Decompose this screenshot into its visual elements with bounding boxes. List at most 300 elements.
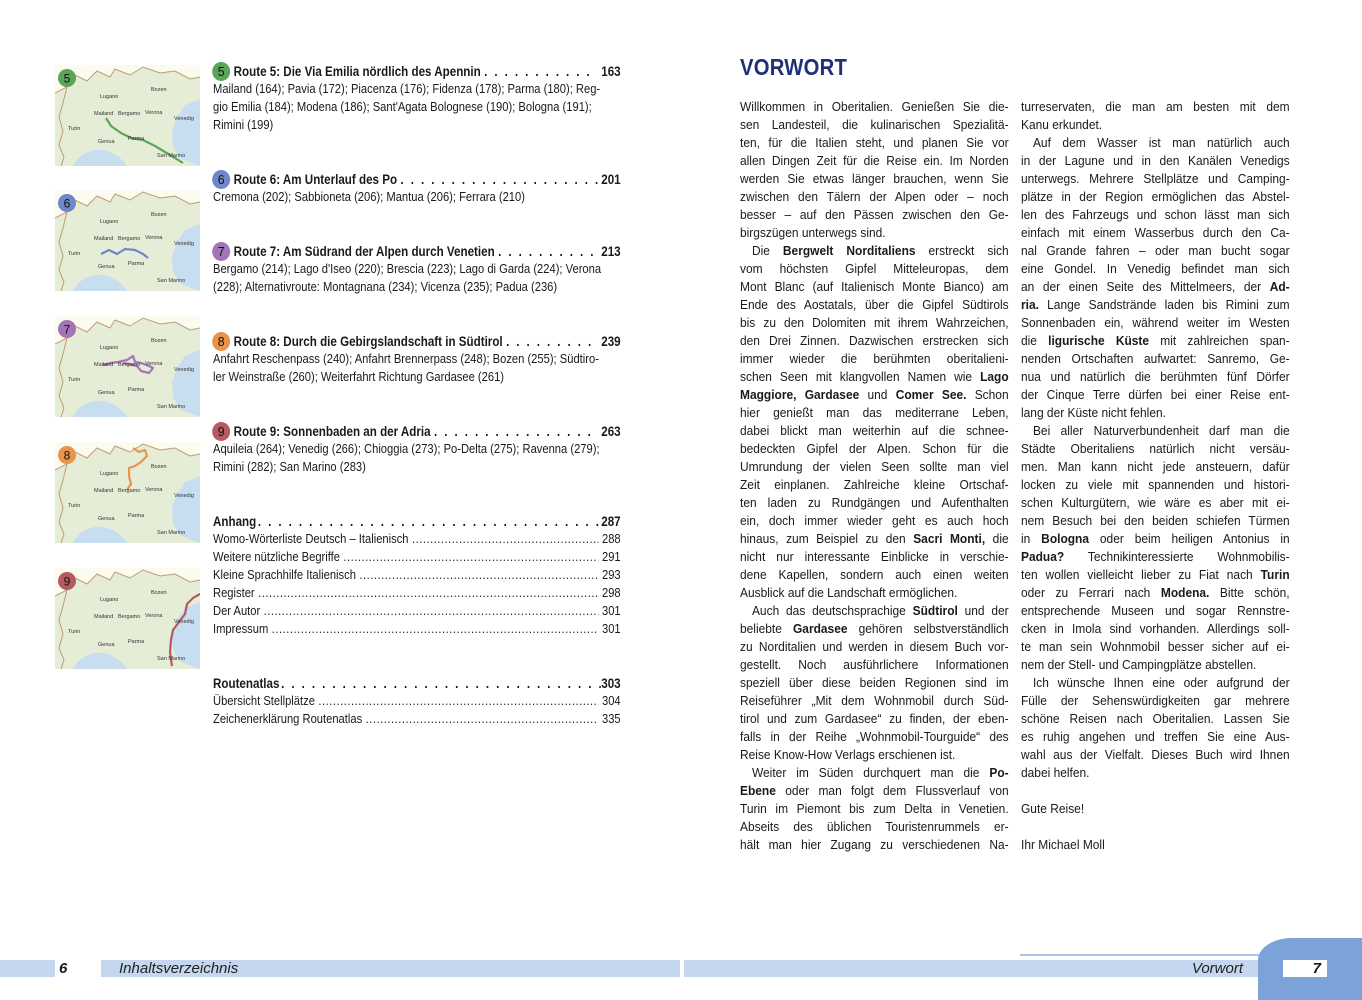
text-line bbox=[1021, 404, 1290, 422]
text-column-2 bbox=[1021, 98, 1290, 854]
toc-entry-title: Route 6: Am Unterlauf des Po bbox=[233, 171, 398, 187]
toc-entry-route-5[interactable] bbox=[213, 62, 621, 134]
text-run: Technikinteressierte Wohnmobilis- bbox=[1064, 549, 1290, 564]
map-label: Lugano bbox=[100, 219, 119, 225]
map-label: Bozen bbox=[151, 212, 167, 218]
toc-subentries: Cremona (202); Sabbioneta (206); Mantua (206); Ferrara (210) bbox=[213, 189, 525, 204]
route-number-badge: 9 bbox=[212, 422, 230, 441]
text-run: der Cinque Terre dürfen bei einer Reise ent- bbox=[1021, 387, 1290, 402]
map-label: Venedig bbox=[174, 241, 194, 247]
map-label: Mailand bbox=[94, 111, 114, 117]
text-run: erstreckt sich bbox=[915, 243, 1009, 258]
text-run: unterwegs. Mehrere Stellplätze und Camping- bbox=[1021, 171, 1290, 186]
dot-leader bbox=[401, 172, 598, 187]
emphasis: Ebene bbox=[740, 783, 776, 798]
text-run: cken in Imola sind vorhanden. Allerdings soll- bbox=[1021, 621, 1290, 636]
text-run: te man sein Wohnmobil besser sicher auf ei- bbox=[1021, 639, 1290, 654]
toc-entry-route-8[interactable] bbox=[213, 332, 621, 386]
map-label: Verona bbox=[145, 110, 163, 116]
route-number-badge: 6 bbox=[212, 170, 230, 189]
emphasis: Po- bbox=[989, 765, 1009, 780]
text-run: Ich wünsche Ihnen eine oder aufgrund der bbox=[1032, 675, 1290, 690]
text-line bbox=[740, 674, 1009, 692]
route-map-5 bbox=[55, 65, 200, 166]
text-run: immer wieder die berühmten oberitalieni- bbox=[740, 351, 1009, 366]
text-run: nenden Ortschaften aufwartet: Sanremo, Ge- bbox=[1021, 351, 1290, 366]
toc-subentries: (228); Alternativroute: Montagnana (234); Vicenza (235); Padua (236) bbox=[213, 279, 558, 294]
text-line bbox=[1021, 422, 1290, 440]
svg-text:8: 8 bbox=[63, 448, 71, 463]
text-line bbox=[1021, 116, 1290, 134]
text-run: dene Kapellen, sondern auch einen weiten bbox=[740, 567, 1009, 582]
toc-subentries: Bergamo (214); Lago d'Iseo (220); Brescia (223); Lago di Garda (224); Verona bbox=[213, 261, 602, 276]
signoff bbox=[1021, 836, 1290, 854]
text-run: den Drei Zinnen. Dazwischen erstrecken sich bbox=[740, 333, 1009, 348]
toc-page-number: 263 bbox=[601, 423, 621, 439]
map-label: Mailand bbox=[94, 614, 114, 620]
text-run: Die bbox=[751, 243, 783, 258]
text-run: gestellt. Noch ausführlichere Informationen bbox=[740, 657, 1009, 672]
paragraph bbox=[1021, 134, 1290, 422]
toc-item[interactable] bbox=[213, 692, 621, 710]
page-title: VORWORT bbox=[740, 54, 848, 80]
toc-page-number: 213 bbox=[601, 243, 621, 259]
text-run: falls in der Reihe „Wohnmobil-Tourguide“ des bbox=[740, 729, 1009, 744]
toc-subentries: Rimini (282); San Marino (283) bbox=[213, 459, 366, 474]
text-run: Schon bbox=[966, 387, 1009, 402]
text-run: ten wollen vielleicht lieber zu Fiat nach bbox=[1021, 567, 1261, 582]
map-label: San Marino bbox=[157, 530, 186, 536]
text-line bbox=[740, 440, 1009, 458]
route-map-8 bbox=[55, 442, 200, 543]
text-run: einfach mit einem Wasserbus durch den Ca- bbox=[1021, 225, 1290, 240]
map-label: Mailand bbox=[94, 488, 114, 494]
text-line bbox=[740, 188, 1009, 206]
toc-page-number: 293 bbox=[601, 567, 621, 582]
toc-item-label: Der Autor bbox=[213, 603, 261, 618]
text-line bbox=[1021, 350, 1290, 368]
text-line bbox=[1021, 620, 1290, 638]
text-line bbox=[740, 836, 1009, 854]
emphasis: Turin bbox=[1260, 567, 1290, 582]
text-line bbox=[1021, 296, 1290, 314]
toc-page-number: 291 bbox=[601, 549, 621, 564]
toc-item-label: Zeichenerklärung Routenatlas bbox=[213, 711, 363, 726]
text-run: allen Dingen Zeit für die Reise ein. Im Norden bbox=[740, 153, 1009, 168]
text-run: Bitte schön, bbox=[1209, 585, 1290, 600]
text-line bbox=[740, 638, 1009, 656]
text-line bbox=[740, 692, 1009, 710]
paragraph bbox=[740, 98, 1009, 242]
text-run: Auf dem Wasser ist man natürlich auch bbox=[1032, 135, 1290, 150]
text-line bbox=[1021, 836, 1290, 854]
text-run: in der Lagune und in den Kanälen Venedigs bbox=[1021, 153, 1290, 168]
text-run: Umrundung der vielen Seen sollte man viel bbox=[740, 459, 1009, 474]
route-map-7 bbox=[55, 316, 200, 417]
map-label: San Marino bbox=[157, 404, 186, 410]
text-run: Kanu erkundet. bbox=[1021, 117, 1103, 132]
text-line bbox=[1021, 692, 1290, 710]
text-line bbox=[740, 512, 1009, 530]
text-line bbox=[1021, 476, 1290, 494]
dot-leader bbox=[258, 514, 601, 529]
text-line bbox=[740, 278, 1009, 296]
text-run: entsprechende Museen und sogar Rennstre- bbox=[1021, 603, 1290, 618]
text-run: ein, doch immer wieder geht es auch hoch bbox=[740, 513, 1009, 528]
map-label: Genua bbox=[98, 390, 115, 396]
text-line bbox=[740, 296, 1009, 314]
text-line bbox=[1021, 332, 1290, 350]
emphasis: Bologna bbox=[1041, 531, 1090, 546]
text-line bbox=[1021, 206, 1290, 224]
map-label: Lugano bbox=[100, 94, 119, 100]
text-line bbox=[740, 404, 1009, 422]
text-run: Weiter im Süden durchquert man die bbox=[751, 765, 990, 780]
dot-leader bbox=[281, 676, 601, 691]
emphasis: Maggiore, Gardasee bbox=[740, 387, 860, 402]
text-run: schen Seen mit klangvollen Namen wie bbox=[740, 369, 981, 384]
text-line bbox=[1021, 224, 1290, 242]
text-line bbox=[1021, 548, 1290, 566]
toc-page-number: 303 bbox=[601, 675, 621, 691]
text-line bbox=[1021, 188, 1290, 206]
text-line bbox=[1021, 512, 1290, 530]
text-line bbox=[1021, 170, 1290, 188]
text-run: Reise Know-How Verlags erschienen ist. bbox=[740, 747, 956, 762]
text-line bbox=[740, 134, 1009, 152]
text-line bbox=[740, 656, 1009, 674]
dot-leader bbox=[343, 548, 598, 566]
map-label: Verona bbox=[145, 487, 163, 493]
text-run: Sonnenbaden ein, während weiter im Westen bbox=[1021, 315, 1290, 330]
toc-item[interactable] bbox=[213, 530, 621, 548]
text-run: die bbox=[1021, 333, 1049, 348]
text-run: bis zu den Dolomiten mit ihrem Wahrzeichen, bbox=[740, 315, 1009, 330]
paragraph bbox=[1021, 422, 1290, 674]
text-line bbox=[740, 584, 1009, 602]
emphasis: Sacri Monti, bbox=[913, 531, 986, 546]
text-run: oder man folgt dem Flussverlauf von bbox=[775, 783, 1009, 798]
paragraph bbox=[740, 764, 1009, 854]
map-label: Venedig bbox=[174, 367, 194, 373]
toc-page-number: 287 bbox=[601, 513, 621, 529]
map-label: Venedig bbox=[174, 493, 194, 499]
text-run: und bbox=[859, 387, 896, 402]
map-label: Mailand bbox=[94, 362, 114, 368]
toc-item[interactable] bbox=[213, 602, 621, 620]
text-line bbox=[1021, 152, 1290, 170]
toc-page-number: 288 bbox=[601, 531, 621, 546]
text-run: sen Landesteil, die kulinarischen Spezialitä- bbox=[740, 117, 1009, 132]
toc-entry-route-6[interactable] bbox=[213, 170, 621, 206]
text-run: Ende des Aostatals, über die Gipfel Südtirols bbox=[740, 297, 1009, 312]
toc-page-number: 298 bbox=[601, 585, 621, 600]
emphasis: Gardasee bbox=[792, 621, 848, 636]
toc-item[interactable] bbox=[213, 548, 621, 566]
text-line bbox=[740, 206, 1009, 224]
toc-section-title[interactable] bbox=[213, 674, 621, 692]
toc-section-routenatlas bbox=[213, 674, 621, 728]
route-number-badge: 8 bbox=[212, 332, 230, 351]
toc-entry-title: Route 9: Sonnenbaden an der Adria bbox=[233, 423, 431, 439]
toc-page-number: 301 bbox=[601, 621, 621, 636]
text-line bbox=[740, 530, 1009, 548]
text-run: plätze in der Region ermöglichen das Abstel- bbox=[1021, 189, 1290, 204]
text-run: bedeckten Gipfel der Alpen. Schon für die bbox=[740, 441, 1009, 456]
text-line bbox=[740, 728, 1009, 746]
map-label: Parma bbox=[128, 261, 145, 267]
text-run: Auch das deutschsprachige bbox=[751, 603, 913, 618]
toc-item-label: Weitere nützliche Begriffe bbox=[213, 549, 340, 564]
signoff bbox=[1021, 800, 1290, 818]
text-run: speziell über diese beiden Regionen sind im bbox=[740, 675, 1009, 690]
text-run: men. Man kann nicht jede ansteuern, dafür bbox=[1021, 459, 1290, 474]
toc-item[interactable] bbox=[213, 584, 621, 602]
text-run: Reiseführer „Mit dem Wohnmobil durch Süd- bbox=[740, 693, 1009, 708]
text-run: lang der Küste nicht fehlen. bbox=[1021, 405, 1166, 420]
text-run: tirol und zum Gardasee“ zu finden, der eben- bbox=[740, 711, 1009, 726]
text-run: es ruhig angehen und treffen Sie eine Aus- bbox=[1021, 729, 1290, 744]
toc-page-number: 163 bbox=[601, 63, 621, 79]
map-label: San Marino bbox=[157, 656, 186, 662]
toc-item[interactable] bbox=[213, 620, 621, 638]
toc-entry-title: Anhang bbox=[213, 513, 257, 529]
text-line bbox=[1021, 728, 1290, 746]
text-line bbox=[740, 764, 1009, 782]
text-line bbox=[740, 152, 1009, 170]
footer-rule bbox=[1020, 954, 1270, 956]
toc-item-label: Womo-Wörterliste Deutsch – Italienisch bbox=[213, 531, 409, 546]
text-line bbox=[740, 800, 1009, 818]
toc-subentries: Rimini (199) bbox=[213, 117, 274, 132]
toc-section-title[interactable] bbox=[213, 512, 621, 530]
text-run: beliebte bbox=[740, 621, 793, 636]
svg-text:9: 9 bbox=[63, 574, 71, 589]
text-run: gehören selbstverständlich bbox=[847, 621, 1009, 636]
map-label: Parma bbox=[128, 136, 145, 142]
map-label: Lugano bbox=[100, 345, 119, 351]
text-line bbox=[1021, 764, 1290, 782]
toc-section-anhang bbox=[213, 512, 621, 638]
toc-item[interactable] bbox=[213, 710, 621, 728]
text-line bbox=[740, 746, 1009, 764]
map-label: San Marino bbox=[157, 153, 186, 159]
text-run: Gute Reise! bbox=[1021, 801, 1085, 816]
text-run: schöne Reisen nach Oberitalien. Lassen Sie bbox=[1021, 711, 1290, 726]
text-line bbox=[740, 314, 1009, 332]
text-line bbox=[1021, 242, 1290, 260]
map-label: Verona bbox=[145, 235, 163, 241]
text-run: eine Gondel. In Venedig befindet man sich bbox=[1021, 261, 1290, 276]
map-label: Bergamo bbox=[118, 614, 141, 620]
toc-item[interactable] bbox=[213, 566, 621, 584]
map-label: Lugano bbox=[100, 471, 119, 477]
text-run: nicht nur interessante Einblicke in verschie- bbox=[740, 549, 1009, 564]
text-run: zwischen den Tälern der Alpen oder – noch bbox=[740, 189, 1009, 204]
svg-text:5: 5 bbox=[63, 71, 71, 86]
map-label: Turin bbox=[68, 126, 81, 132]
toc-page-number: 304 bbox=[601, 693, 621, 708]
text-line bbox=[740, 620, 1009, 638]
map-label: Turin bbox=[68, 377, 81, 383]
text-run: in bbox=[1021, 531, 1042, 546]
map-label: Venedig bbox=[174, 116, 194, 122]
text-run: nua und natürlich die berühmten fünf Dörfer bbox=[1021, 369, 1290, 384]
toc-entry-route-9[interactable] bbox=[213, 422, 621, 476]
text-run: len des Fahrzeugs und schon lässt man sich bbox=[1021, 207, 1290, 222]
running-head-right: Vorwort bbox=[1191, 960, 1243, 977]
text-line bbox=[1021, 98, 1290, 116]
toc-item-label: Register bbox=[213, 585, 255, 600]
text-line bbox=[740, 332, 1009, 350]
map-label: Bozen bbox=[151, 590, 167, 596]
text-line bbox=[1021, 314, 1290, 332]
map-label: Verona bbox=[145, 613, 163, 619]
text-line bbox=[1021, 710, 1290, 728]
svg-text:7: 7 bbox=[63, 322, 71, 337]
emphasis: ria. bbox=[1021, 297, 1039, 312]
map-label: Venedig bbox=[174, 619, 194, 625]
dot-leader bbox=[412, 530, 599, 548]
text-run: nem der Stell- und Campingplätze abstellen. bbox=[1021, 657, 1257, 672]
text-run: Lange Sandstrände laden bis Rimini zum bbox=[1038, 297, 1290, 312]
emphasis: Ad- bbox=[1269, 279, 1290, 294]
map-label: Parma bbox=[128, 387, 145, 393]
text-run: Städte Oberitaliens natürlich nicht versäu- bbox=[1021, 441, 1290, 456]
text-line bbox=[1021, 530, 1290, 548]
emphasis: Bergwelt Norditaliens bbox=[782, 243, 916, 258]
map-label: Genua bbox=[98, 139, 115, 145]
text-run: nem Besuch bei den beiden schiefen Türmen bbox=[1021, 513, 1290, 528]
toc-item-label: Impressum bbox=[213, 621, 269, 636]
text-run: Zeit einplanen. Zahlreiche kleine Ortschaf- bbox=[740, 477, 1009, 492]
text-line bbox=[740, 368, 1009, 386]
toc-entry-route-7[interactable] bbox=[213, 242, 621, 296]
toc-item-label: Kleine Sprachhilfe Italienisch bbox=[213, 567, 356, 582]
text-line bbox=[1021, 278, 1290, 296]
toc-entry-title: Route 5: Die Via Emilia nördlich des Apennin bbox=[233, 63, 481, 79]
paragraph bbox=[740, 242, 1009, 602]
text-run: dabei blickt man weiterhin auf die schnee- bbox=[740, 423, 1009, 438]
map-label: Turin bbox=[68, 251, 81, 257]
map-label: Genua bbox=[98, 516, 115, 522]
running-head-left: Inhaltsverzeichnis bbox=[119, 960, 239, 977]
map-label: Mailand bbox=[94, 236, 114, 242]
map-label: San Marino bbox=[157, 278, 186, 284]
text-run: ten, für die Italien steht, und planen Sie vor bbox=[740, 135, 1009, 150]
dot-leader bbox=[272, 620, 599, 638]
map-label: Turin bbox=[68, 629, 81, 635]
toc-entry-title: Routenatlas bbox=[213, 675, 280, 691]
text-line bbox=[740, 548, 1009, 566]
paragraph bbox=[740, 602, 1009, 764]
text-line bbox=[740, 422, 1009, 440]
map-label: Turin bbox=[68, 503, 81, 509]
toc-subentries: Mailand (164); Pavia (172); Piacenza (176); Fidenza (178); Parma (180); Reg- bbox=[213, 81, 601, 96]
text-run: hier genießt man das mediterrane Leben, bbox=[740, 405, 1009, 420]
map-label: Bergamo bbox=[118, 362, 141, 368]
text-line bbox=[740, 350, 1009, 368]
map-label: Genua bbox=[98, 264, 115, 270]
text-run: oder zu Ferrari nach bbox=[1021, 585, 1161, 600]
toc-item-label: Übersicht Stellplätze bbox=[213, 693, 315, 708]
text-column-1 bbox=[740, 98, 1009, 854]
text-line bbox=[1021, 494, 1290, 512]
map-label: Genua bbox=[98, 642, 115, 648]
text-line bbox=[1021, 260, 1290, 278]
toc-page-number: 301 bbox=[601, 603, 621, 618]
toc-page-number: 201 bbox=[601, 171, 621, 187]
text-line bbox=[1021, 440, 1290, 458]
emphasis: ligurische Küste bbox=[1048, 333, 1150, 348]
paragraph bbox=[1021, 98, 1290, 134]
text-line bbox=[1021, 674, 1290, 692]
text-run: Ihr Michael Moll bbox=[1021, 837, 1105, 852]
text-line bbox=[1021, 656, 1290, 674]
map-label: Bozen bbox=[151, 464, 167, 470]
text-run: turreservaten, die man am besten mit dem bbox=[1021, 99, 1290, 114]
emphasis: Lago bbox=[980, 369, 1009, 384]
text-line bbox=[740, 710, 1009, 728]
map-label: Verona bbox=[145, 361, 163, 367]
text-run: werden Sie etwas länger brauchen, wenn Sie bbox=[740, 171, 1009, 186]
text-run: mit zahlreichen span- bbox=[1149, 333, 1290, 348]
text-line bbox=[740, 224, 1009, 242]
dot-leader bbox=[264, 602, 599, 620]
route-map-9 bbox=[55, 568, 200, 669]
text-run: ten laden zu Rundgängen und Aufenthalten bbox=[740, 495, 1009, 510]
toc-page-number: 239 bbox=[601, 333, 621, 349]
map-label: Bergamo bbox=[118, 236, 141, 242]
text-run: Turin im Piemont bis zum Delta in Venetien. bbox=[740, 801, 1009, 816]
page-number-left: 6 bbox=[55, 960, 101, 977]
text-line bbox=[1021, 458, 1290, 476]
map-label: Parma bbox=[128, 639, 145, 645]
text-run: zu Norditalien und werden in diesem Buch vor- bbox=[740, 639, 1009, 654]
text-line bbox=[740, 476, 1009, 494]
dot-leader bbox=[366, 710, 599, 728]
dot-leader bbox=[359, 566, 598, 584]
text-run: locken zu viele mit spannenden und histori- bbox=[1021, 477, 1290, 492]
text-run: Ausblick auf die Landschaft ermöglichen. bbox=[740, 585, 958, 600]
text-line bbox=[1021, 584, 1290, 602]
map-label: Lugano bbox=[100, 597, 119, 603]
text-line bbox=[1021, 746, 1290, 764]
map-label: Bozen bbox=[151, 338, 167, 344]
toc-entry-title: Route 7: Am Südrand der Alpen durch Venetien bbox=[233, 243, 495, 259]
dot-leader bbox=[506, 334, 598, 349]
text-line bbox=[1021, 386, 1290, 404]
text-line bbox=[1021, 638, 1290, 656]
text-line bbox=[740, 242, 1009, 260]
text-run: hinaus, zum Beispiel zu den bbox=[740, 531, 914, 546]
toc-entry-title: Route 8: Durch die Gebirgslandschaft in Südtirol bbox=[233, 333, 503, 349]
toc-subentries: ler Weinstraße (260); Weiterfahrt Richtung Gardasee (261) bbox=[213, 369, 505, 384]
dot-leader bbox=[258, 584, 598, 602]
text-run: wahl aus der Vielfalt. Dieses Buch wird Ihnen bbox=[1021, 747, 1290, 762]
map-label: Bergamo bbox=[118, 111, 141, 117]
text-run: schen Kulturgütern, wie wäre es aber mit ei- bbox=[1021, 495, 1290, 510]
toc-page-number: 335 bbox=[601, 711, 621, 726]
text-run: Mont Blanc (auf Italienisch Monte Bianco) am bbox=[740, 279, 1009, 294]
text-line bbox=[1021, 602, 1290, 620]
text-line bbox=[740, 602, 1009, 620]
map-label: Bozen bbox=[151, 87, 167, 93]
text-line bbox=[740, 818, 1009, 836]
text-run: besser – auf den Pässen zwischen den Ge- bbox=[740, 207, 1009, 222]
text-line bbox=[740, 116, 1009, 134]
emphasis: Modena. bbox=[1160, 585, 1210, 600]
